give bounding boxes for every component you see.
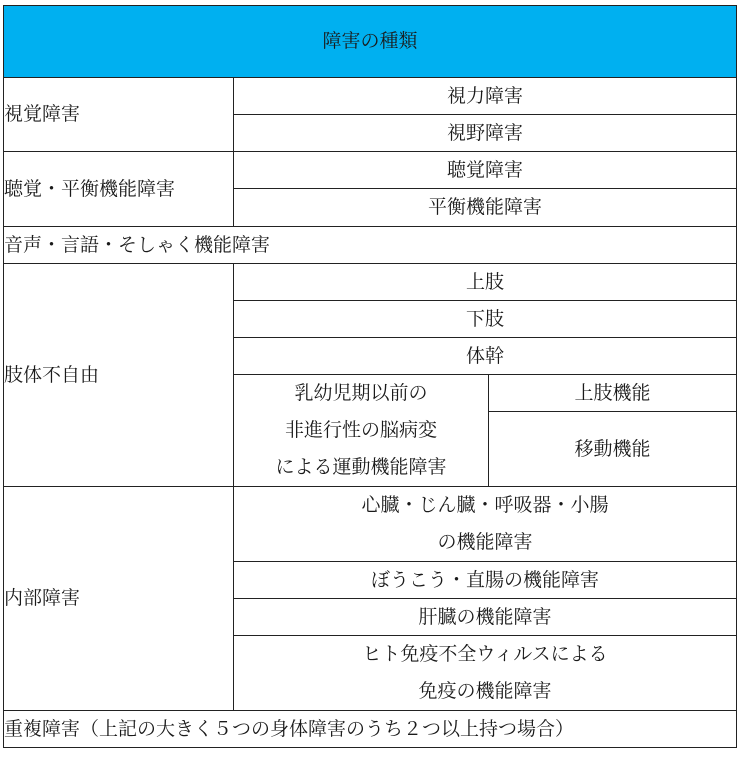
- item-cerebral-lesion: [234, 375, 489, 487]
- internal-item1-line-1: 心臓・じん臓・呼吸器・小腸: [361, 494, 609, 516]
- sub-item-upper-limb-function: 上肢機能: [489, 375, 737, 412]
- table-row: [4, 78, 737, 115]
- item-balance: 平衡機能障害: [234, 189, 737, 227]
- cerebral-line-2: 非進行性の脳病変: [284, 419, 437, 441]
- table-row: [4, 264, 737, 301]
- cerebral-line-3: による運動機能障害: [275, 456, 447, 478]
- item-upper-limb: 上肢: [234, 264, 737, 301]
- table-row: [4, 487, 737, 562]
- disability-types-table: [3, 5, 737, 748]
- item-trunk: 体幹: [234, 338, 737, 375]
- category-multiple: 重複障害（上記の大きく５つの身体障害のうち２つ以上持つ場合）: [4, 711, 737, 748]
- category-visual: 視覚障害: [4, 78, 234, 152]
- item-visual-acuity: 視力障害: [234, 78, 737, 115]
- item-hiv: [234, 636, 737, 711]
- table-row: [4, 152, 737, 189]
- item-hearing: 聴覚障害: [234, 152, 737, 189]
- internal-item4-line-1: ヒト免疫不全ウィルスによる: [362, 643, 608, 665]
- cerebral-line-1: 乳幼児期以前の: [294, 382, 428, 404]
- table-row: [4, 711, 737, 748]
- item-lower-limb: 下肢: [234, 301, 737, 338]
- item-heart-kidney: [234, 487, 737, 562]
- sub-item-mobility-function: 移動機能: [489, 412, 737, 487]
- item-bladder-rectum: ぼうこう・直腸の機能障害: [234, 562, 737, 599]
- table-row: [4, 227, 737, 264]
- category-hearing: 聴覚・平衡機能障害: [4, 152, 234, 227]
- table-header: 障害の種類: [4, 6, 737, 78]
- category-limb: 肢体不自由: [4, 264, 234, 487]
- item-liver: 肝臓の機能障害: [234, 599, 737, 636]
- category-internal: 内部障害: [4, 487, 234, 711]
- category-speech: 音声・言語・そしゃく機能障害: [4, 227, 737, 264]
- header-row: [4, 6, 737, 78]
- internal-item4-line-2: 免疫の機能障害: [418, 680, 552, 702]
- internal-item1-line-2: の機能障害: [437, 531, 533, 553]
- item-visual-field: 視野障害: [234, 115, 737, 152]
